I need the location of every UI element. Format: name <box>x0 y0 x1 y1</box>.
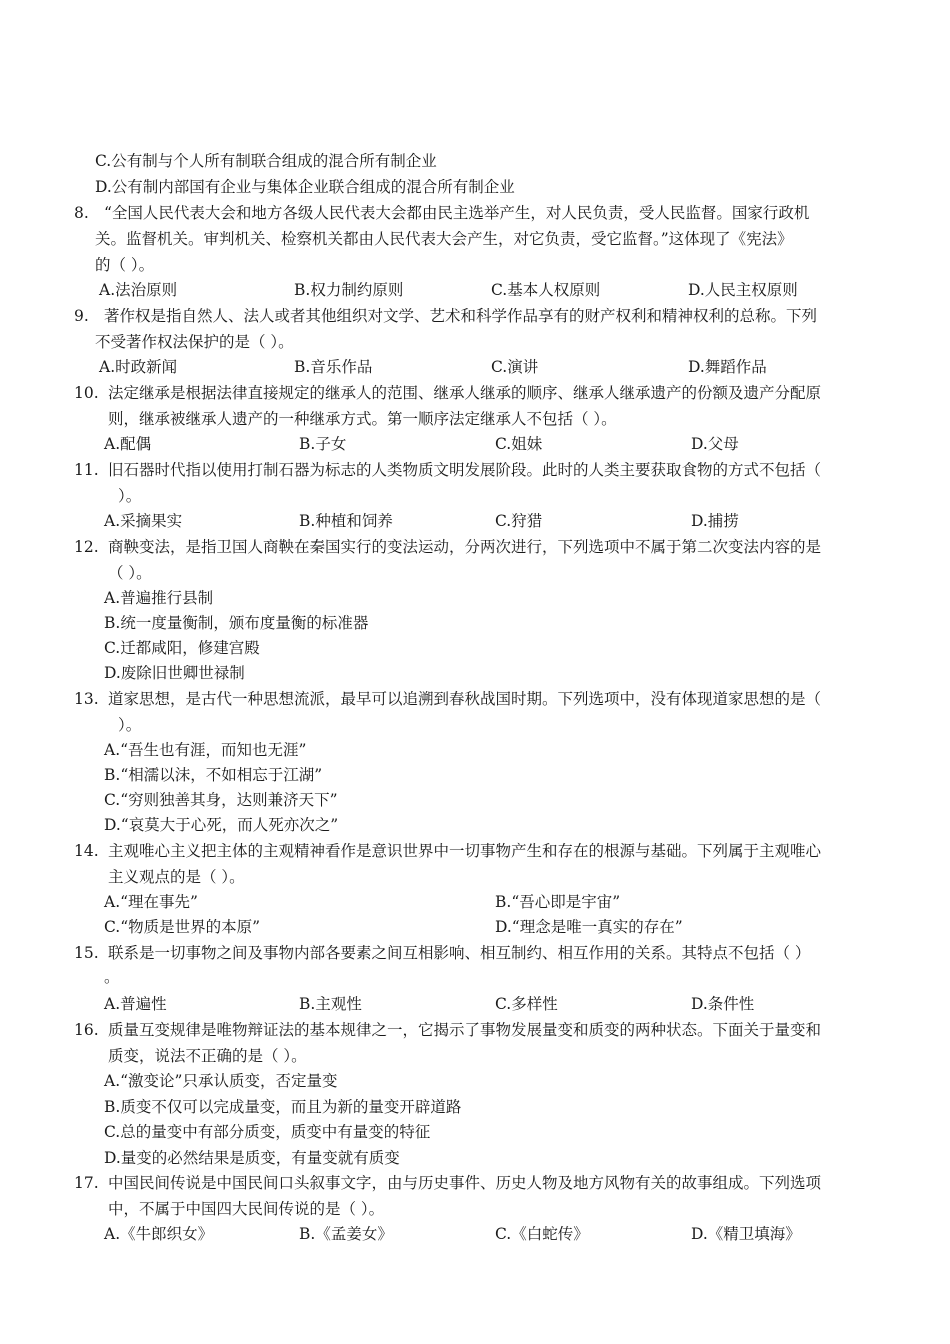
question-stem: “全国人民代表大会和地方各级人民代表大会都由民主选举产生，对人民负责，受人民监督。国家行政机 <box>104 204 810 222</box>
option-b: B.子女 <box>299 435 347 453</box>
option-c: C.基本人权原则 <box>491 281 601 299</box>
option-a: A.采摘果实 <box>104 512 183 530</box>
option-c: C.《白蛇传》 <box>495 1225 589 1243</box>
question-stem: （ ）。 <box>108 564 152 582</box>
question-stem: 中国民间传说是中国民间口头叙事文字，由与历史事件、历史人物及地方风物有关的故事组成。下列选项 <box>108 1174 822 1192</box>
option-row <box>0 1223 950 1245</box>
option-row <box>0 279 950 301</box>
question-number: 9. <box>74 307 89 325</box>
question-number: 8. <box>74 204 89 222</box>
question-stem: 旧石器时代指以使用打制石器为标志的人类物质文明发展阶段。此时的人类主要获取食物的方式不包括（ <box>108 461 822 479</box>
option-d: D.废除旧世卿世禄制 <box>104 664 245 682</box>
question-stem: 中，不属于中国四大民间传说的是（ ）。 <box>108 1200 385 1218</box>
question-number: 15. <box>74 944 99 962</box>
question-stem: 著作权是指自然人、法人或者其他组织对文学、艺术和科学作品享有的财产权利和精神权利的总称。下列 <box>104 307 818 325</box>
option-a: A.“理在事先” <box>104 893 198 911</box>
question-number: 12. <box>74 538 99 556</box>
option-a: A.“激变论”只承认质变，否定量变 <box>104 1072 338 1090</box>
option-d: D.“理念是唯一真实的存在” <box>495 918 683 936</box>
question-stem: 主观唯心主义把主体的主观精神看作是意识世界中一切事物产生和存在的根源与基础。下列属于主观唯心 <box>108 842 822 860</box>
option-b: B.统一度量衡制，颁布度量衡的标准器 <box>104 614 369 632</box>
question-stem: 质变，说法不正确的是（ ）。 <box>108 1047 307 1065</box>
option-b: B.音乐作品 <box>294 358 373 376</box>
option-b: B.权力制约原则 <box>294 281 404 299</box>
question-stem: 的（ ）。 <box>95 256 155 274</box>
option-c: C.演讲 <box>491 358 539 376</box>
option-a: A.配偶 <box>104 435 152 453</box>
question-stem: ）。 <box>118 716 142 734</box>
option-b: B.主观性 <box>299 995 362 1013</box>
option-a: A.普遍推行县制 <box>104 589 214 607</box>
option-d: D.条件性 <box>691 995 755 1013</box>
option-d: D.《精卫填海》 <box>691 1225 801 1243</box>
option-c: C.“穷则独善其身，达则兼济天下” <box>104 791 338 809</box>
option-row <box>0 916 950 938</box>
question-number: 10. <box>74 384 99 402</box>
question-stem: 不受著作权法保护的是（ ）。 <box>95 333 294 351</box>
option-d: D.量变的必然结果是质变，有量变就有质变 <box>104 1149 400 1167</box>
question-stem: 主义观点的是（ ）。 <box>108 868 245 886</box>
option-b: B.质变不仅可以完成量变，而且为新的量变开辟道路 <box>104 1098 462 1116</box>
option-a: A.普遍性 <box>104 995 167 1013</box>
option-line: C.公有制与个人所有制联合组成的混合所有制企业 <box>95 152 437 170</box>
option-b: B.《孟姜女》 <box>299 1225 393 1243</box>
option-d: D.父母 <box>691 435 739 453</box>
option-a: A.“吾生也有涯，而知也无涯” <box>104 741 307 759</box>
question-number: 14. <box>74 842 99 860</box>
option-c: C.“物质是世界的本原” <box>104 918 261 936</box>
option-row <box>0 433 950 455</box>
question-stem: 联系是一切事物之间及事物内部各要素之间互相影响、相互制约、相互作用的关系。其特点不包括（ ） <box>108 944 811 962</box>
option-c: C.姐妹 <box>495 435 543 453</box>
option-c: C.总的量变中有部分质变，质变中有量变的特征 <box>104 1123 431 1141</box>
option-c: C.狩猎 <box>495 512 543 530</box>
question-stem: 质量互变规律是唯物辩证法的基本规律之一，它揭示了事物发展量变和质变的两种状态。下面关于量变和 <box>108 1021 822 1039</box>
option-c: C.多样性 <box>495 995 558 1013</box>
option-row <box>0 993 950 1015</box>
option-d: D.舞蹈作品 <box>688 358 767 376</box>
option-a: A.《牛郎织女》 <box>104 1225 214 1243</box>
option-row <box>0 891 950 913</box>
question-stem: 则，继承被继承人遗产的一种继承方式。第一顺序法定继承人不包括（ ）。 <box>108 410 617 428</box>
question-stem: 法定继承是根据法律直接规定的继承人的范围、继承人继承的顺序、继承人继承遗产的份额及遗产分配原 <box>108 384 822 402</box>
question-number: 11. <box>74 461 99 479</box>
option-a: A.法治原则 <box>99 281 178 299</box>
option-d: D.人民主权原则 <box>688 281 798 299</box>
question-stem: 商鞅变法，是指卫国人商鞅在秦国实行的变法运动，分两次进行，下列选项中不属于第二次变法内容的是 <box>108 538 822 556</box>
option-line: D.公有制内部国有企业与集体企业联合组成的混合所有制企业 <box>95 178 515 196</box>
option-d: D.捕捞 <box>691 512 739 530</box>
question-stem: ）。 <box>118 487 142 505</box>
option-a: A.时政新闻 <box>99 358 178 376</box>
option-row <box>0 510 950 532</box>
question-stem: 。 <box>104 968 120 986</box>
question-number: 17. <box>74 1174 99 1192</box>
option-b: B.“吾心即是宇宙” <box>495 893 621 911</box>
question-number: 13. <box>74 690 99 708</box>
option-b: B.种植和饲养 <box>299 512 393 530</box>
question-stem: 道家思想，是古代一种思想流派，最早可以追溯到春秋战国时期。下列选项中，没有体现道家思想的是（ <box>108 690 822 708</box>
option-c: C.迁都咸阳，修建宫殿 <box>104 639 260 657</box>
option-d: D.“哀莫大于心死，而人死亦次之” <box>104 816 339 834</box>
question-number: 16. <box>74 1021 99 1039</box>
option-row <box>0 356 950 378</box>
option-b: B.“相濡以沫，不如相忘于江湖” <box>104 766 323 784</box>
question-stem: 关。监督机关。审判机关、检察机关都由人民代表大会产生，对它负责，受它监督。”这体现了《宪法》 <box>95 230 793 248</box>
